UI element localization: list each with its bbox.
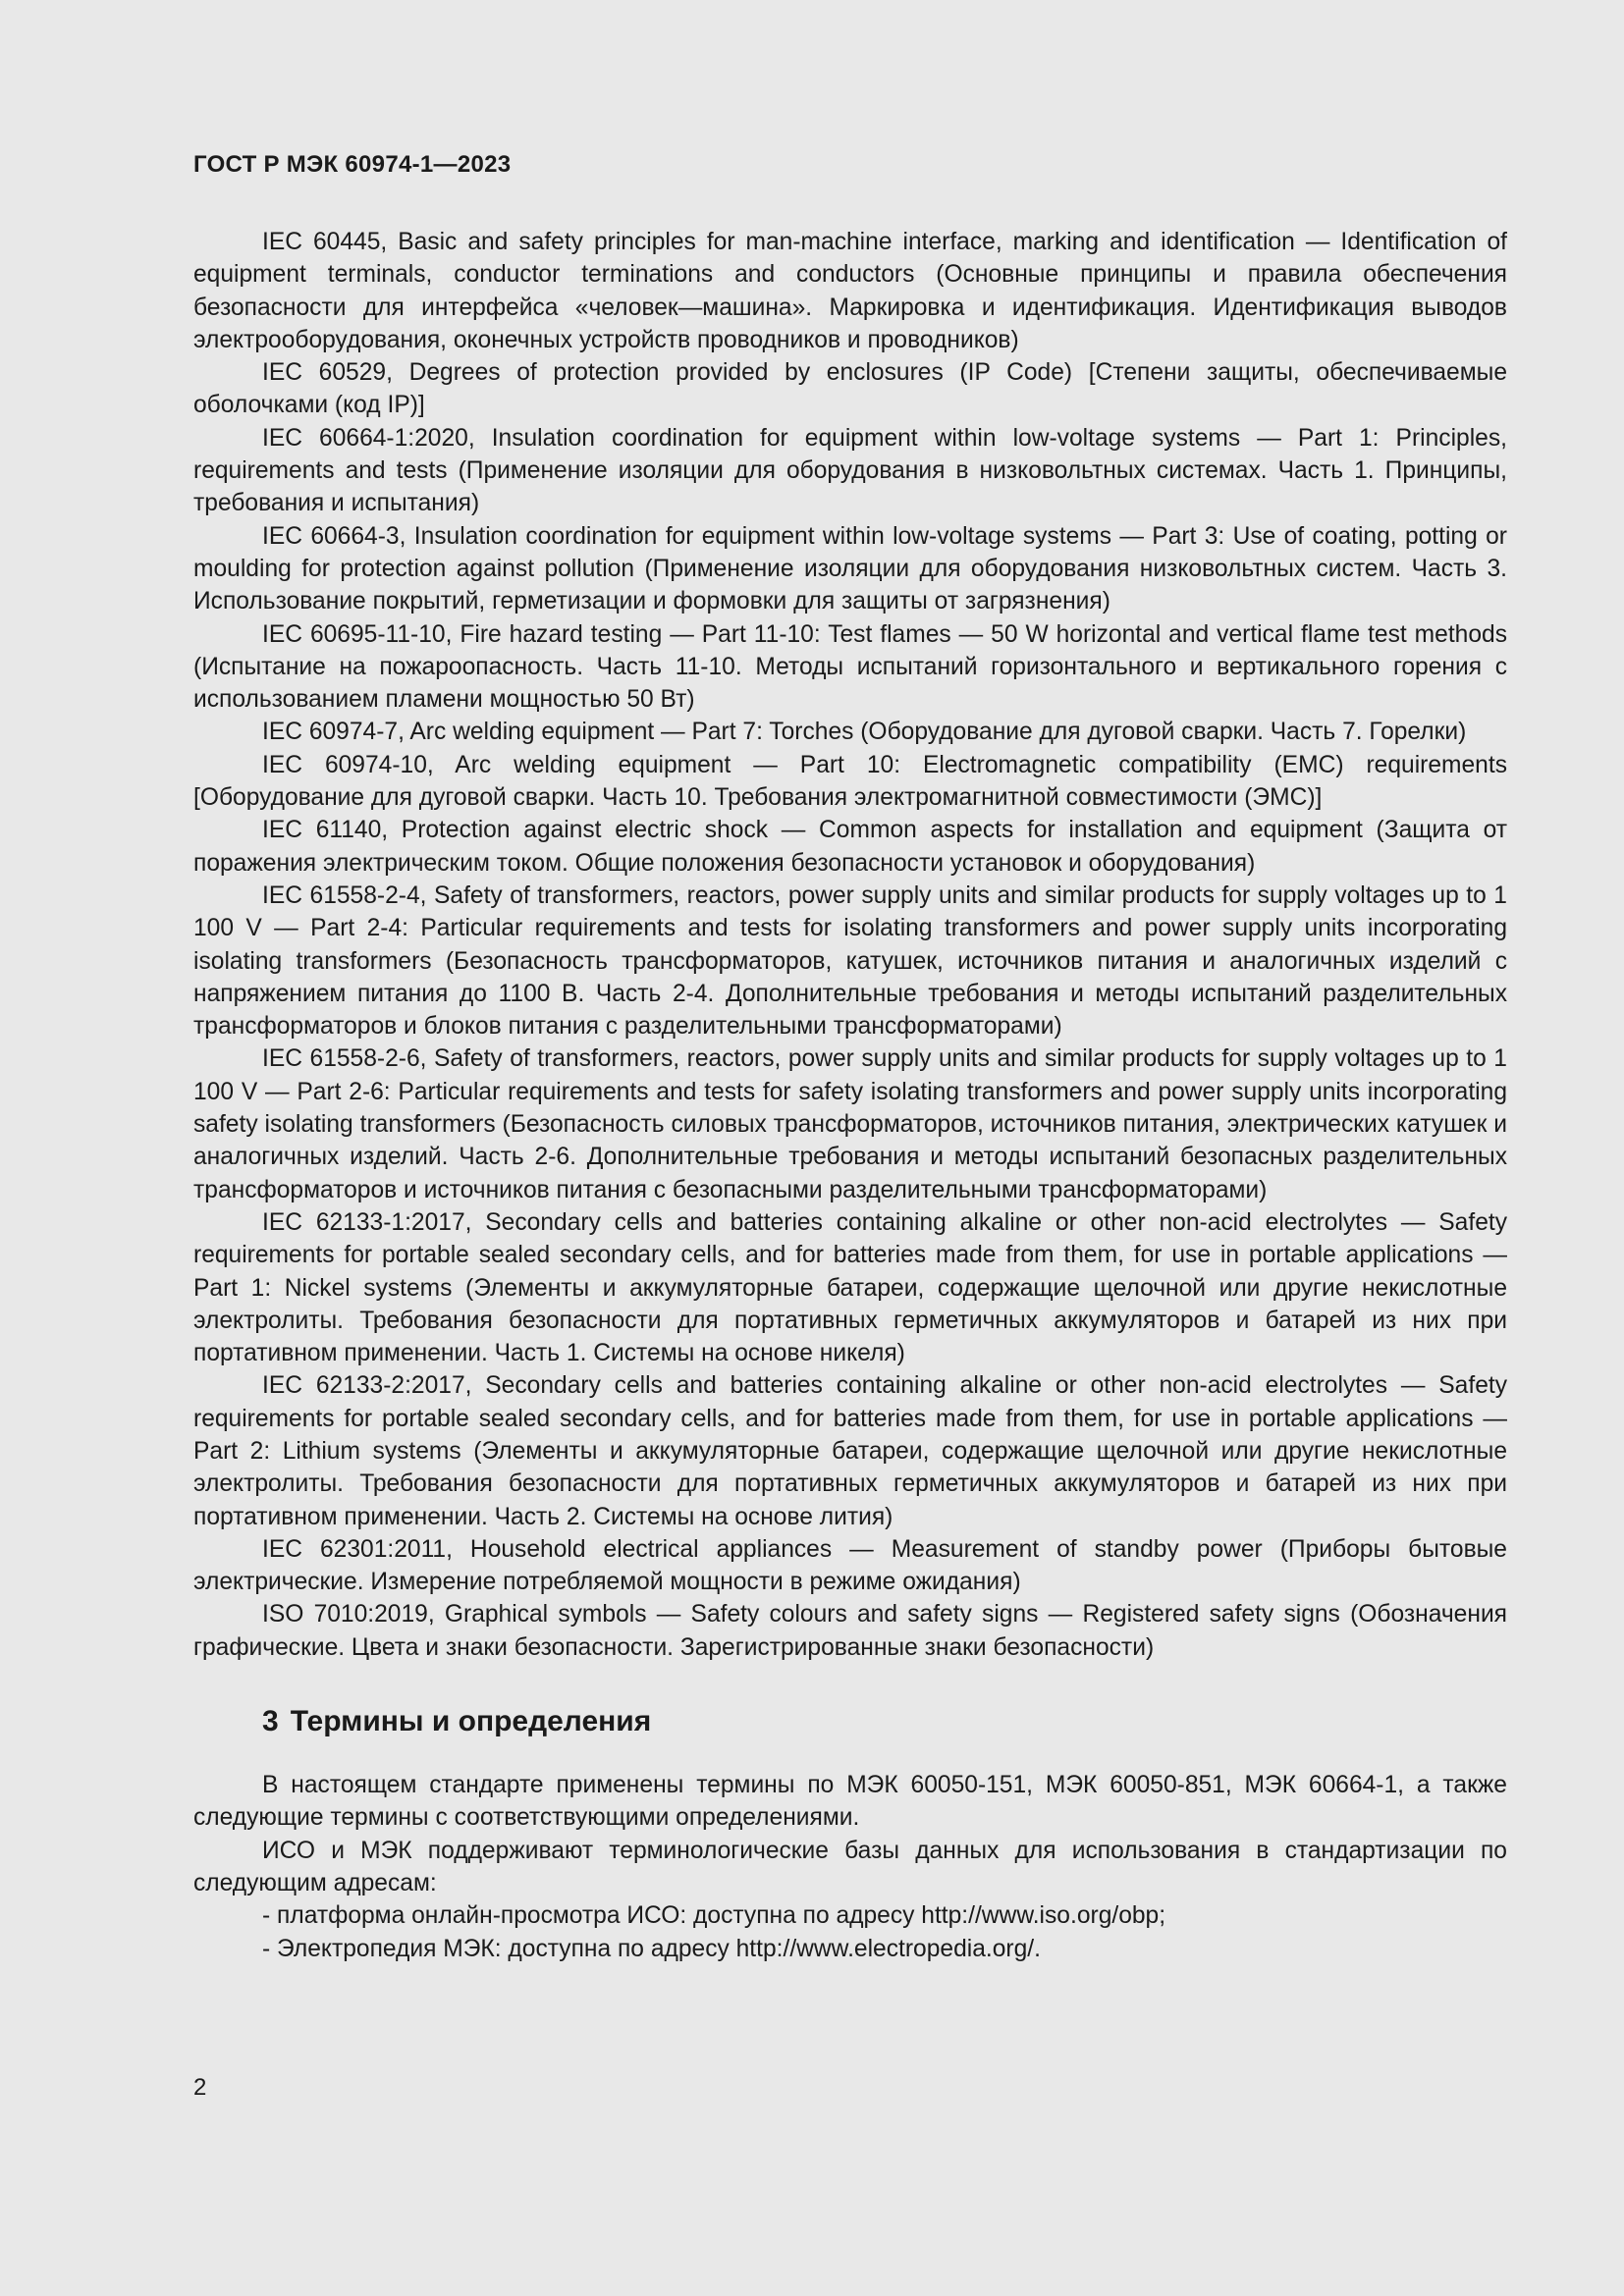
reference-item: IEC 60529, Degrees of protection provided by enclosures (IP Code) [Степени защиты, обеспечиваемые оболочками (код IP)] <box>193 359 1507 419</box>
reference-item: IEC 60664-3, Insulation coordination for equipment within low-voltage systems — Part 3: Use of coating, potting or moulding for protection against pollution (Применение изоляции для оборудования низковольтных систем. Часть 3. Использование покрытий, герметизации и формовки для защиты от загрязнения) <box>193 522 1507 615</box>
document-header: ГОСТ Р МЭК 60974-1—2023 <box>193 151 512 178</box>
reference-item: IEC 61558-2-6, Safety of transformers, reactors, power supply units and similar products for supply voltages up to 1 100 V — Part 2-6: Particular requirements and tests for safety isolating transformers and power supply units incorporating safety isolating transformers (Безопасность силовых трансформаторов, источников питания, электрических катушек и аналогичных изделий. Часть 2-6. Дополнительные требования и методы испытаний безопасных разделительных трансформаторов и источников питания с безопасными разделительными трансформаторами) <box>193 1045 1507 1203</box>
reference-item: IEC 62133-1:2017, Secondary cells and batteries containing alkaline or other non-acid electrolytes — Safety requirements for portable sealed secondary cells, and for batteries made from them, for use in portable applications — Part 1: Nickel systems (Элементы и аккумуляторные батареи, содержащие щелочной или другие некислотные электролиты. Требования безопасности для портативных герметичных аккумуляторов и батарей из них при портативном применении. Часть 1. Системы на основе никеля) <box>193 1208 1507 1367</box>
content-area <box>193 226 1507 1965</box>
section-number: 3 <box>262 1705 279 1738</box>
database-list-item: - Электропедия МЭК: доступна по адресу http://www.electropedia.org/. <box>262 1935 1041 1962</box>
reference-list <box>193 226 1507 1664</box>
reference-item: IEC 60974-7, Arc welding equipment — Part 7: Torches (Оборудование для дуговой сварки. Часть 7. Горелки) <box>262 719 1467 746</box>
reference-item: IEC 60664-1:2020, Insulation coordination for equipment within low-voltage systems — Part 1: Principles, requirements and tests (Применение изоляции для оборудования в низковольтных системах. Часть 1. Принципы, требования и испытания) <box>193 424 1507 517</box>
reference-item: IEC 60445, Basic and safety principles for man-machine interface, marking and identification — Identification of equipment terminals, conductor terminations and conductors (Основные принципы и правила обеспечения безопасности для интерфейса «человек—машина». Маркировка и идентификация. Идентификация выводов электрооборудования, оконечных устройств проводников и проводников) <box>193 229 1507 353</box>
section-paragraph: В настоящем стандарте применены термины по МЭК 60050-151, МЭК 60050-851, МЭК 60664-1, а также следующие термины с соответствующими определениями. <box>193 1772 1507 1832</box>
section-paragraph: ИСО и МЭК поддерживают терминологические базы данных для использования в стандартизации по следующим адресам: <box>193 1837 1507 1896</box>
reference-item: IEC 60974-10, Arc welding equipment — Part 10: Electromagnetic compatibility (EMC) requirements [Оборудование для дуговой сварки. Часть 10. Требования электромагнитной совместимости (ЭМС)] <box>193 751 1507 812</box>
section-title-text: Термины и определения <box>290 1705 652 1738</box>
reference-item: ISO 7010:2019, Graphical symbols — Safety colours and safety signs — Registered safety signs (Обозначения графические. Цвета и знаки безопасности. Зарегистрированные знаки безопасности) <box>193 1601 1507 1661</box>
reference-item: IEC 61140, Protection against electric shock — Common aspects for installation and equipment (Защита от поражения электрическим током. Общие положения безопасности установок и оборудования) <box>193 817 1507 877</box>
reference-item: IEC 62133-2:2017, Secondary cells and batteries containing alkaline or other non-acid electrolytes — Safety requirements for portable sealed secondary cells, and for batteries made from them, for use in portable applications — Part 2: Lithium systems (Элементы и аккумуляторные батареи, содержащие щелочной или другие некислотные электролиты. Требования безопасности для портативных герметичных аккумуляторов и батарей из них при портативном применении. Часть 2. Системы на основе лития) <box>193 1372 1507 1530</box>
database-list-item: - платформа онлайн-просмотра ИСО: доступна по адресу http://www.iso.org/obp; <box>262 1902 1166 1930</box>
reference-item: IEC 61558-2-4, Safety of transformers, reactors, power supply units and similar products for supply voltages up to 1 100 V — Part 2-4: Particular requirements and tests for isolating transformers and power supply units incorporating isolating transformers (Безопасность трансформаторов, катушек, источников питания и аналогичных изделий с напряжением питания до 1100 В. Часть 2-4. Дополнительные требования и методы испытаний разделительных трансформаторов и блоков питания с разделительными трансформаторами) <box>193 881 1507 1041</box>
reference-item: IEC 60695-11-10, Fire hazard testing — Part 11-10: Test flames — 50 W horizontal and vertical flame test methods (Испытание на пожароопасность. Часть 11-10. Методы испытаний горизонтального и вертикального горения с использованием пламени мощностью 50 Вт) <box>193 620 1507 714</box>
section-heading <box>262 1702 1507 1741</box>
reference-item: IEC 62301:2011, Household electrical appliances — Measurement of standby power (Приборы бытовые электрические. Измерение потребляемой мощности в режиме ожидания) <box>193 1535 1507 1596</box>
page-number: 2 <box>193 2074 207 2101</box>
